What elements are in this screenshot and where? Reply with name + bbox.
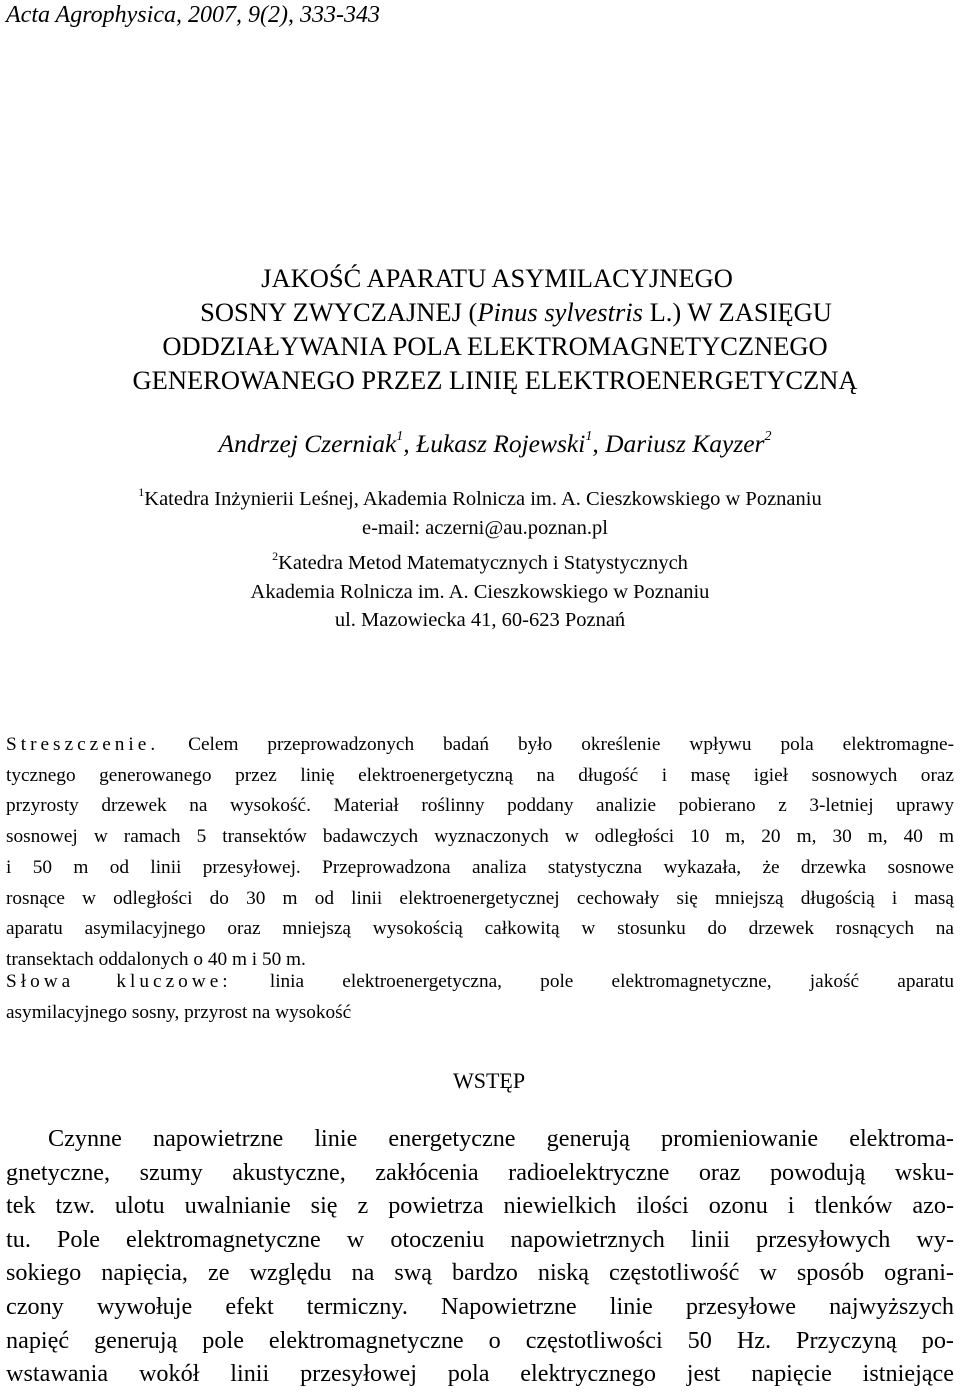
abstract-line	[6, 730, 954, 761]
affiliation-2	[0, 542, 960, 578]
intro-paragraph	[6, 1122, 954, 1391]
abstract-line: transektach oddalonych o 40 m i 50 m.	[6, 948, 306, 970]
abstract-line: aparatu asymilacyjnego oraz mniejszą wysokością całkowitą w stosunku do drzewek rosnących na	[6, 918, 954, 940]
abstract	[6, 730, 954, 976]
affiliation-2-marker: 2	[272, 549, 279, 563]
author-3-affil: 2	[764, 429, 772, 444]
abstract-line-text: Celem przeprowadzonych badań było określenie wpływu pola elektromagne-	[159, 734, 954, 755]
author-1-affil: 1	[396, 429, 404, 444]
title-line-2-start: SOSNY ZWYCZAJNEJ (	[200, 297, 478, 327]
affiliation-2-address: ul. Mazowiecka 41, 60-623 Poznań	[334, 609, 626, 631]
intro-line: wstawania wokół linii przesyłowej pola elektrycznego jest napięcie istniejące	[6, 1360, 954, 1388]
keywords-label: Słowa kluczowe:	[6, 971, 232, 992]
article-title	[0, 261, 960, 397]
section-heading	[0, 1066, 960, 1096]
species-name: Pinus sylvestris	[477, 297, 643, 327]
email-address: e-mail: aczerni@au.poznan.pl	[362, 516, 608, 539]
intro-line: gnetyczne, szumy akustyczne, zakłócenia radioelektryczne oraz powodują wsku-	[6, 1158, 954, 1186]
affiliation-1-marker: 1	[138, 485, 145, 499]
title-line-4: GENEROWANEGO PRZEZ LINIĘ ELEKTROENERGETYCZNĄ	[132, 365, 858, 395]
affiliation-2-institution: Akademia Rolnicza im. A. Cieszkowskiego w Poznaniu	[250, 580, 710, 603]
affiliation-2-text: Katedra Metod Matematycznych i Statystycznych	[278, 552, 688, 574]
abstract-line: sosnowej w ramach 5 transektów badawczych wyznaczonych w odległości 10 m, 20 m, 30 m, 40 m	[6, 826, 954, 848]
keywords-line: asymilacyjnego sosny, przyrost na wysokość	[6, 1001, 352, 1023]
author-2: , Łukasz Rojewski	[403, 429, 586, 458]
intro-line: napięć generują pole elektromagnetyczne o częstotliwości 50 Hz. Przyczyną po-	[6, 1326, 954, 1354]
intro-line: sokiego napięcia, ze względu na swą bardzo niską częstotliwość w sposób ograni-	[6, 1259, 954, 1287]
keywords	[6, 967, 954, 1028]
title-line-1: JAKOŚĆ APARATU ASYMILACYJNEGO	[261, 263, 733, 293]
author-list	[0, 421, 960, 460]
abstract-label: Streszczenie.	[6, 734, 160, 755]
section-heading-text: WSTĘP	[452, 1068, 526, 1093]
intro-line: tek tzw. ulotu uwalnianie się z powietrza niewielkich ilości ozonu i tlenków azo-	[6, 1192, 954, 1220]
abstract-line: rosnące w odległości do 30 m od linii elektroenergetycznej cechowały się mniejszą długością i masą	[6, 887, 954, 909]
author-3: , Dariusz Kayzer	[592, 429, 765, 458]
journal-citation: Acta Agrophysica, 2007, 9(2), 333-343	[6, 2, 380, 28]
title-line-3: ODDZIAŁYWANIA POLA ELEKTROMAGNETYCZNEGO	[162, 331, 828, 361]
abstract-line: i 50 m od linii przesyłowej. Przeprowadzona analiza statystyczna wykazała, że drzewka sosnowe	[6, 856, 954, 878]
abstract-line: tycznego generowanego przez linię elektroenergetyczną na długość i masę igieł sosnowych oraz	[6, 764, 954, 786]
keywords-line	[6, 967, 954, 998]
intro-line: tu. Pole elektromagnetyczne w otoczeniu napowietrznych linii przesyłowych wy-	[6, 1225, 954, 1253]
keywords-line-text: linia elektroenergetyczna, pole elektromagnetyczne, jakość aparatu	[231, 971, 954, 992]
affiliation-1	[0, 478, 960, 514]
author-2-affil: 1	[585, 429, 593, 444]
intro-line: czony wywołuje efekt termiczny. Napowietrzne linie przesyłowe najwyższych	[6, 1292, 954, 1320]
title-line-2-end: L.) W ZASIĘGU	[642, 297, 832, 327]
title-line-2	[0, 295, 960, 329]
affiliations	[0, 478, 960, 635]
abstract-line: przyrosty drzewek na wysokość. Materiał roślinny poddany analizie pobierano z 3-letniej uprawy	[6, 795, 954, 817]
affiliation-1-text: Katedra Inżynierii Leśnej, Akademia Rolnicza im. A. Cieszkowskiego w Poznaniu	[144, 488, 822, 510]
intro-line: Czynne napowietrzne linie energetyczne generują promieniowanie elektroma-	[48, 1125, 954, 1152]
author-1: Andrzej Czerniak	[218, 429, 397, 458]
